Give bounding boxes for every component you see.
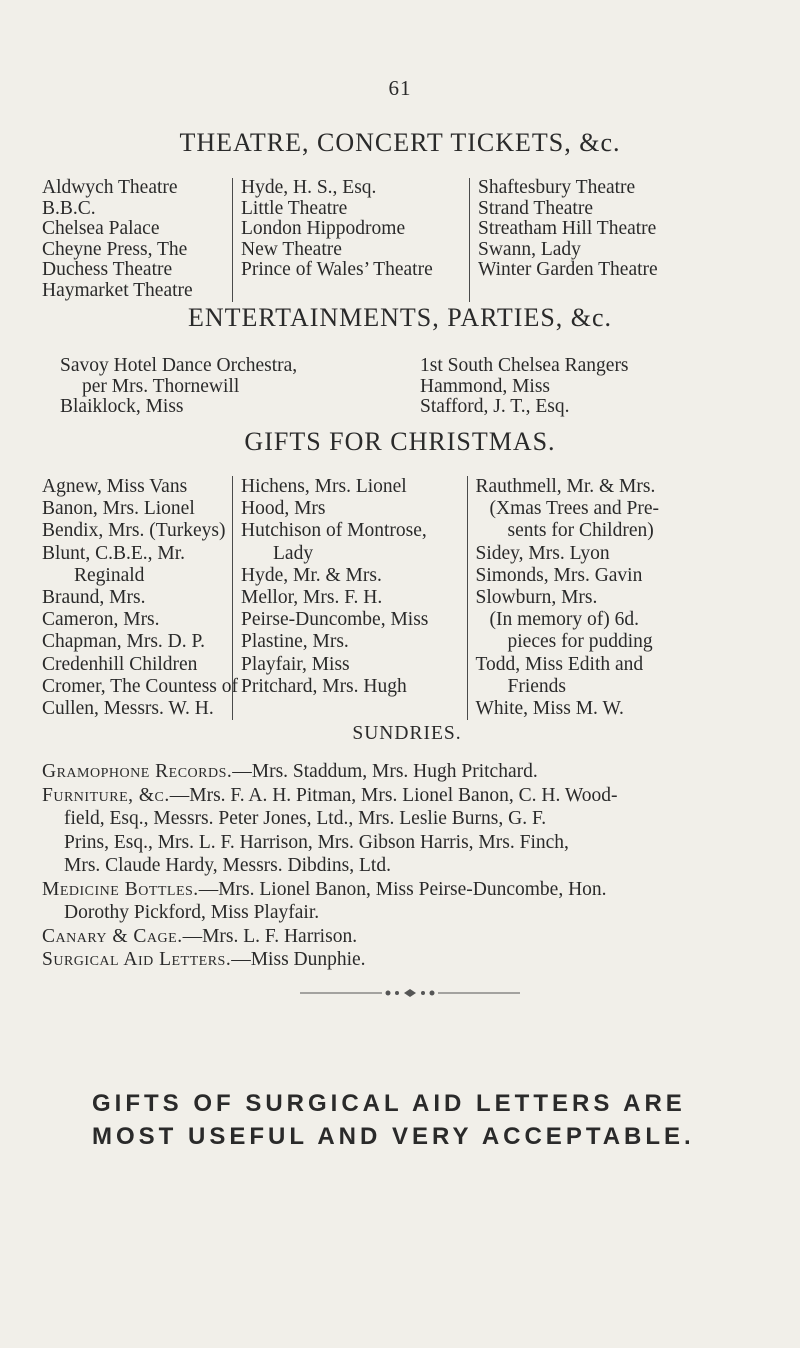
sundry-label: Gramophone Records. bbox=[42, 761, 233, 782]
list-item: Aldwych Theatre bbox=[42, 177, 178, 198]
list-item: Chapman, Mrs. D. P. bbox=[42, 631, 206, 653]
list-item: Slowburn, Mrs. bbox=[475, 587, 598, 609]
theatre-list bbox=[42, 178, 782, 302]
sundry-item bbox=[42, 948, 772, 972]
sundry-text: Dorothy Pickford, Miss Playfair. bbox=[64, 902, 320, 923]
list-item: Hood, Mrs bbox=[241, 498, 326, 520]
list-item: Swann, Lady bbox=[478, 238, 581, 260]
sundry-text: Mrs. Claude Hardy, Messrs. Dibdins, Ltd. bbox=[64, 855, 391, 876]
list-item: Lady bbox=[273, 542, 314, 564]
gifts-column-2 bbox=[232, 476, 467, 720]
entertainments-column-2 bbox=[420, 356, 782, 418]
list-item: B.B.C. bbox=[42, 197, 96, 219]
list-item: Duchess Theatre bbox=[42, 259, 173, 281]
list-item: White, Miss M. W. bbox=[475, 698, 624, 720]
sundry-item bbox=[42, 760, 772, 784]
list-item: Streatham Hill Theatre bbox=[478, 218, 657, 240]
list-item: Sidey, Mrs. Lyon bbox=[475, 542, 610, 564]
footer-line-2: MOST USEFUL AND VERY ACCEPTABLE. bbox=[92, 1123, 695, 1150]
sundry-label: Surgical Aid Letters. bbox=[42, 949, 232, 970]
theatre-column-3 bbox=[469, 178, 778, 302]
theatre-heading: THEATRE, CONCERT TICKETS, &c. bbox=[179, 128, 621, 157]
list-item: Peirse-Duncombe, Miss bbox=[241, 609, 429, 631]
list-item: Mellor, Mrs. F. H. bbox=[241, 587, 383, 609]
list-item: Shaftesbury Theatre bbox=[478, 177, 636, 198]
list-item: Bendix, Mrs. (Turkeys) bbox=[42, 520, 226, 542]
list-item: Braund, Mrs. bbox=[42, 587, 146, 609]
sundry-text: —Mrs. Staddum, Mrs. Hugh Pritchard. bbox=[232, 761, 538, 782]
list-item: London Hippodrome bbox=[241, 218, 406, 240]
list-item: pieces for pudding bbox=[507, 631, 653, 653]
list-item: Agnew, Miss Vans bbox=[42, 476, 188, 497]
theatre-column-1 bbox=[42, 178, 232, 302]
sundry-text: Prins, Esq., Mrs. L. F. Harrison, Mrs. Gibson Harris, Mrs. Finch, bbox=[64, 831, 569, 853]
list-item: Stafford, J. T., Esq. bbox=[420, 396, 570, 418]
list-item: Friends bbox=[507, 675, 566, 697]
sundry-label: Furniture, &c. bbox=[42, 784, 170, 806]
sundry-label: Medicine Bottles. bbox=[42, 878, 199, 900]
list-item: Little Theatre bbox=[241, 197, 348, 219]
list-item: New Theatre bbox=[241, 238, 342, 260]
ornamental-divider bbox=[300, 988, 520, 998]
footer-line-1: GIFTS OF SURGICAL AID LETTERS ARE bbox=[92, 1090, 686, 1117]
list-item: 1st South Chelsea Rangers bbox=[420, 355, 629, 376]
list-item: Hammond, Miss bbox=[420, 375, 551, 397]
list-item: Hichens, Mrs. Lionel bbox=[241, 476, 407, 497]
list-item: Cromer, The Countess of bbox=[42, 675, 238, 697]
list-item: Strand Theatre bbox=[478, 197, 593, 219]
sundries-list bbox=[42, 760, 772, 972]
list-item: (In memory of) 6d. bbox=[489, 609, 639, 631]
list-item: Hyde, Mr. & Mrs. bbox=[241, 564, 382, 586]
sundry-label: Canary & Cage. bbox=[42, 925, 183, 947]
list-item: Simonds, Mrs. Gavin bbox=[475, 564, 643, 586]
gifts-heading: GIFTS FOR CHRISTMAS. bbox=[244, 427, 556, 456]
gifts-column-1 bbox=[42, 476, 238, 720]
gifts-list bbox=[42, 476, 792, 720]
list-item: Winter Garden Theatre bbox=[478, 259, 658, 281]
sundry-text: —Mrs. F. A. H. Pitman, Mrs. Lionel Banon, C. H. Wood- bbox=[169, 784, 618, 806]
list-item: Cullen, Messrs. W. H. bbox=[42, 698, 214, 720]
list-item: Reginald bbox=[74, 564, 145, 586]
theatre-column-2 bbox=[232, 178, 469, 302]
sundry-text: field, Esq., Messrs. Peter Jones, Ltd., Mrs. Leslie Burns, G. F. bbox=[64, 808, 547, 829]
list-item: (Xmas Trees and Pre- bbox=[489, 498, 660, 520]
list-item: Chelsea Palace bbox=[42, 218, 160, 240]
sundry-item bbox=[42, 784, 772, 878]
list-item: Cameron, Mrs. bbox=[42, 609, 160, 631]
list-item: Todd, Miss Edith and bbox=[475, 653, 644, 675]
entertainments-heading: ENTERTAINMENTS, PARTIES, &c. bbox=[187, 303, 613, 332]
entertainments-column-1 bbox=[42, 356, 420, 418]
sundry-text: —Mrs. Lionel Banon, Miss Peirse-Duncombe, Hon. bbox=[198, 878, 607, 900]
list-item: Credenhill Children bbox=[42, 653, 198, 675]
list-item: Haymarket Theatre bbox=[42, 279, 193, 301]
list-item: Blaiklock, Miss bbox=[60, 396, 184, 418]
sundry-item bbox=[42, 878, 772, 925]
list-item: Hutchison of Montrose, bbox=[241, 520, 427, 542]
list-item: Rauthmell, Mr. & Mrs. bbox=[475, 476, 656, 497]
list-item: Plastine, Mrs. bbox=[241, 631, 349, 653]
entertainments-list bbox=[42, 356, 782, 418]
list-item: sents for Children) bbox=[507, 520, 654, 542]
gifts-column-3 bbox=[467, 476, 793, 720]
list-item: Hyde, H. S., Esq. bbox=[241, 177, 377, 198]
sundries-heading: SUNDRIES. bbox=[352, 723, 462, 744]
sundry-text: —Miss Dunphie. bbox=[231, 949, 366, 970]
sundry-item bbox=[42, 925, 772, 949]
list-item: Cheyne Press, The bbox=[42, 238, 188, 260]
list-item: per Mrs. Thornewill bbox=[82, 375, 240, 397]
list-item: Prince of Wales’ Theatre bbox=[241, 259, 433, 281]
list-item: Pritchard, Mrs. Hugh bbox=[241, 675, 407, 697]
page-number: 61 bbox=[388, 76, 412, 100]
list-item: Blunt, C.B.E., Mr. bbox=[42, 542, 186, 564]
sundry-text: —Mrs. L. F. Harrison. bbox=[182, 925, 358, 947]
list-item: Playfair, Miss bbox=[241, 653, 350, 675]
list-item: Savoy Hotel Dance Orchestra, bbox=[60, 355, 298, 376]
list-item: Banon, Mrs. Lionel bbox=[42, 498, 195, 520]
